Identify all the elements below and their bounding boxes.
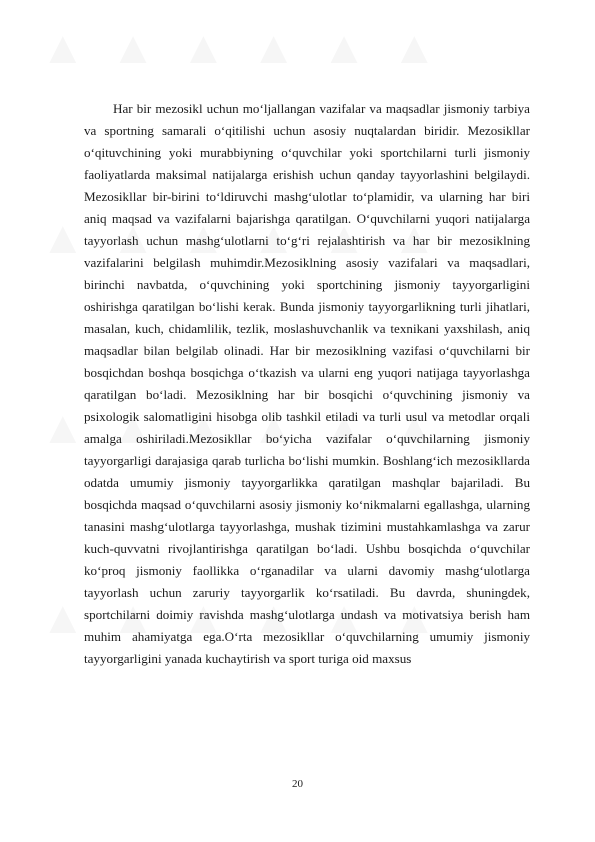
page-number: 20 bbox=[292, 778, 303, 790]
body-paragraph: Har bir mezosikl uchun mo‘ljallangan vazifalar va maqsadlar jismoniy tarbiya va sportning samarali o‘qitilishi uchun asosiy nuqtalardan biridir. Mezosikllar o‘qituvchining yoki murabbiyning o‘quvchilar yoki sportchilarni turli jismoniy faoliyatlarda maksimal natijalarga erishish uchun qanday tayyorlashini belgilaydi. Mezosikllar bir-birini to‘ldiruvchi mashg‘ulotlar to‘plamidir, va ularning har biri aniq maqsad va vazifalarni bajarishga qaratilgan. O‘quvchilarni yuqori natijalarga tayyorlash uchun mashg‘ulotlarni to‘g‘ri rejalashtirish va har bir mezosiklning vazifalarini belgilash muhimdir.Mezosiklning asosiy vazifalari va maqsadlari, birinchi navbatda, o‘quvchining yoki sportchining jismoniy tayyorgarligini oshirishga qaratilgan bo‘lishi kerak. Bunda jismoniy tayyorgarlikning turli jihatlari, masalan, kuch, chidamlilik, tezlik, moslashuvchanlik va texnikani yaxshilash, aniq maqsadlar bilan belgilab olinadi. Har bir mezosiklning vazifasi o‘quvchilarni bir bosqichdan boshqa bosqichga o‘tkazish va ularni eng yuqori natijaga tayyorlashga qaratilgan bo‘ladi. Mezosiklning har bir bosqichi o‘quvchining jismoniy va psixologik salomatligini hisobga olib tashkil etiladi va turli usul va metodlar orqali amalga oshiriladi.Mezosikllar bo‘yicha vazifalar o‘quvchilarning jismoniy tayyorgarligi darajasiga qarab turlicha bo‘lishi mumkin. Boshlang‘ich mezosikllarda odatda umumiy jismoniy tayyorgarlikka qaratilgan mashqlar bajariladi. Bu bosqichda maqsad o‘quvchilarni asosiy jismoniy ko‘nikmalarni egallashga, ularning tanasini mashg‘ulotlarga tayyorlashga, mushak tizimini mustahkamlashga va zarur kuch-quvvatni rivojlantirishga qaratilgan bo‘ladi. Ushbu bosqichda o‘quvchilar ko‘proq jismoniy faollikka o‘rganadilar va ularni davomiy mashg‘ulotlarga tayyorlash uchun zaruriy tayyorgarlik ko‘rsatiladi. Bu davrda, shuningdek, sportchilarni doimiy ravishda mashg‘ulotlarga undash va motivatsiya berish ham muhim ahamiyatga ega.O‘rta mezosikllar o‘quvchilarning umumiy jismoniy tayyorgarligini yanada kuchaytirish va sport turiga oid maxsus bbox=[84, 101, 530, 666]
